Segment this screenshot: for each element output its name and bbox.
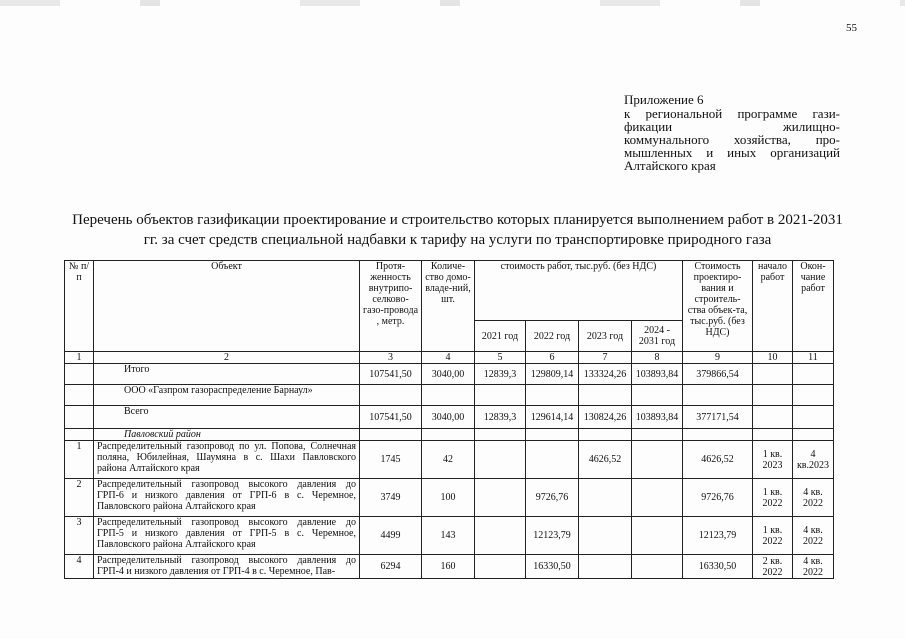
table-row <box>65 555 834 579</box>
row-2023: 133324,26 <box>579 364 632 385</box>
col-number: 4 <box>422 352 475 364</box>
row-num <box>65 364 94 385</box>
row-end <box>793 406 834 429</box>
row-start: 1 кв. 2022 <box>753 479 793 517</box>
row-2022: 9726,76 <box>526 479 579 517</box>
col-number: 10 <box>753 352 793 364</box>
row-length: 4499 <box>360 517 422 555</box>
header-2021: 2021 год <box>475 321 526 352</box>
header-2023: 2023 год <box>579 321 632 352</box>
table-row <box>65 517 834 555</box>
row-start: 1 кв. 2023 <box>753 441 793 479</box>
header-2024-2031: 2024 - 2031 год <box>632 321 683 352</box>
col-number: 6 <box>526 352 579 364</box>
row-households <box>422 429 475 441</box>
row-start: 2 кв. 2022 <box>753 555 793 579</box>
row-2021: 12839,3 <box>475 364 526 385</box>
row-object: Павловский район <box>94 429 360 441</box>
header-households: Количе-ство домо-владе-ний, шт. <box>422 261 475 352</box>
row-households: 3040,00 <box>422 364 475 385</box>
row-total: 377171,54 <box>683 406 753 429</box>
row-2021: 12839,3 <box>475 406 526 429</box>
row-length <box>360 429 422 441</box>
row-households <box>422 385 475 406</box>
header-length: Протя-женность внутрипо-селково-газо-провода , метр. <box>360 261 422 352</box>
row-total: 9726,76 <box>683 479 753 517</box>
document-title: Перечень объектов газификации проектирование и строительство которых планируется выполнением работ в 2021-2031 гг. за счет средств специальной надбавки к тарифу на услуги по транспортировке природного газа <box>72 212 843 248</box>
row-object: Распределительный газопровод высокого давления до ГРП-4 и низкого давления от ГРП-4 в с. Черемное, Пав- <box>94 555 360 579</box>
header-num: № п/п <box>65 261 94 352</box>
row-num <box>65 429 94 441</box>
col-number: 3 <box>360 352 422 364</box>
row-total <box>683 385 753 406</box>
row-length: 3749 <box>360 479 422 517</box>
row-2022: 129614,14 <box>526 406 579 429</box>
row-object: Распределительный газопровод высокого давление до ГРП-5 и низкого давления от ГРП-5 в с. Черемное, Павловского района Алтайского края <box>94 517 360 555</box>
appendix-line-3: фикации жилищно- <box>624 119 840 134</box>
header-total-cost: Стоимость проектиро-вания и строитель-ства объек-та, тыс.руб. (без НДС) <box>683 261 753 352</box>
row-start <box>753 406 793 429</box>
row-end <box>793 385 834 406</box>
row-end <box>793 429 834 441</box>
row-2021 <box>475 555 526 579</box>
row-2021 <box>475 429 526 441</box>
row-end: 4 кв. 2022 <box>793 479 834 517</box>
row-2022 <box>526 385 579 406</box>
row-2021 <box>475 479 526 517</box>
col-number: 9 <box>683 352 753 364</box>
row-end: 4 кв.2023 <box>793 441 834 479</box>
table-row <box>65 364 834 385</box>
table-row <box>65 441 834 479</box>
table-row <box>65 385 834 406</box>
col-number: 11 <box>793 352 834 364</box>
row-households: 143 <box>422 517 475 555</box>
objects-table <box>64 260 834 579</box>
row-2021 <box>475 385 526 406</box>
row-num <box>65 385 94 406</box>
row-2022: 129809,14 <box>526 364 579 385</box>
row-start: 1 кв. 2022 <box>753 517 793 555</box>
row-num: 1 <box>65 441 94 479</box>
row-start <box>753 385 793 406</box>
header-end: Окон-чание работ <box>793 261 834 352</box>
appendix-line-1: Приложение 6 <box>624 92 704 107</box>
row-households: 160 <box>422 555 475 579</box>
row-length <box>360 385 422 406</box>
col-number: 7 <box>579 352 632 364</box>
row-2024 <box>632 555 683 579</box>
row-2022 <box>526 441 579 479</box>
row-2023 <box>579 517 632 555</box>
row-total <box>683 429 753 441</box>
col-number: 5 <box>475 352 526 364</box>
row-total: 12123,79 <box>683 517 753 555</box>
row-2022: 16330,50 <box>526 555 579 579</box>
row-2021 <box>475 441 526 479</box>
appendix-line-6: Алтайского края <box>624 158 716 173</box>
row-end: 4 кв. 2022 <box>793 517 834 555</box>
header-cost-group: стоимость работ, тыс.руб. (без НДС) <box>475 261 683 321</box>
table-row <box>65 406 834 429</box>
scan-artifact <box>0 0 905 6</box>
row-object: ООО «Газпром газораспределение Барнаул» <box>94 385 360 406</box>
appendix-line-2: к региональной программе гази- <box>624 106 840 121</box>
row-num: 2 <box>65 479 94 517</box>
row-2024 <box>632 479 683 517</box>
header-2022: 2022 год <box>526 321 579 352</box>
col-number: 8 <box>632 352 683 364</box>
row-2022: 12123,79 <box>526 517 579 555</box>
row-2023 <box>579 385 632 406</box>
row-2024 <box>632 385 683 406</box>
page-number: 55 <box>846 22 857 34</box>
row-num <box>65 406 94 429</box>
row-start <box>753 429 793 441</box>
col-number: 1 <box>65 352 94 364</box>
row-households: 3040,00 <box>422 406 475 429</box>
row-start <box>753 364 793 385</box>
row-total: 4626,52 <box>683 441 753 479</box>
row-num: 4 <box>65 555 94 579</box>
row-object: Всего <box>94 406 360 429</box>
row-2024 <box>632 429 683 441</box>
row-total: 379866,54 <box>683 364 753 385</box>
header-object: Объект <box>94 261 360 352</box>
row-total: 16330,50 <box>683 555 753 579</box>
col-number: 2 <box>94 352 360 364</box>
row-2023 <box>579 555 632 579</box>
row-2024: 103893,84 <box>632 364 683 385</box>
row-2024: 103893,84 <box>632 406 683 429</box>
row-num: 3 <box>65 517 94 555</box>
row-2023: 130824,26 <box>579 406 632 429</box>
header-start: начало работ <box>753 261 793 352</box>
appendix-line-5: мышленных и иных организаций <box>624 145 840 160</box>
row-object: Распределительный газопровод по ул. Попова, Солнечная поляна, Юбилейная, Шаумяна в с. Шахи Павловского района Алтайского края <box>94 441 360 479</box>
row-length: 6294 <box>360 555 422 579</box>
row-end: 4 кв. 2022 <box>793 555 834 579</box>
row-length: 107541,50 <box>360 406 422 429</box>
table-row <box>65 479 834 517</box>
row-length: 107541,50 <box>360 364 422 385</box>
row-object: Итого <box>94 364 360 385</box>
row-2024 <box>632 441 683 479</box>
row-2023 <box>579 429 632 441</box>
row-2023 <box>579 479 632 517</box>
row-2021 <box>475 517 526 555</box>
row-2022 <box>526 429 579 441</box>
row-2023: 4626,52 <box>579 441 632 479</box>
row-2024 <box>632 517 683 555</box>
row-length: 1745 <box>360 441 422 479</box>
table-row <box>65 429 834 441</box>
appendix-line-4: коммунального хозяйства, про- <box>624 132 840 147</box>
row-households: 42 <box>422 441 475 479</box>
row-object: Распределительный газопровод высокого давления до ГРП-6 и низкого давления от ГРП-6 в с. Черемное, Павловского района Алтайского края <box>94 479 360 517</box>
row-end <box>793 364 834 385</box>
appendix-note <box>624 93 840 172</box>
row-households: 100 <box>422 479 475 517</box>
